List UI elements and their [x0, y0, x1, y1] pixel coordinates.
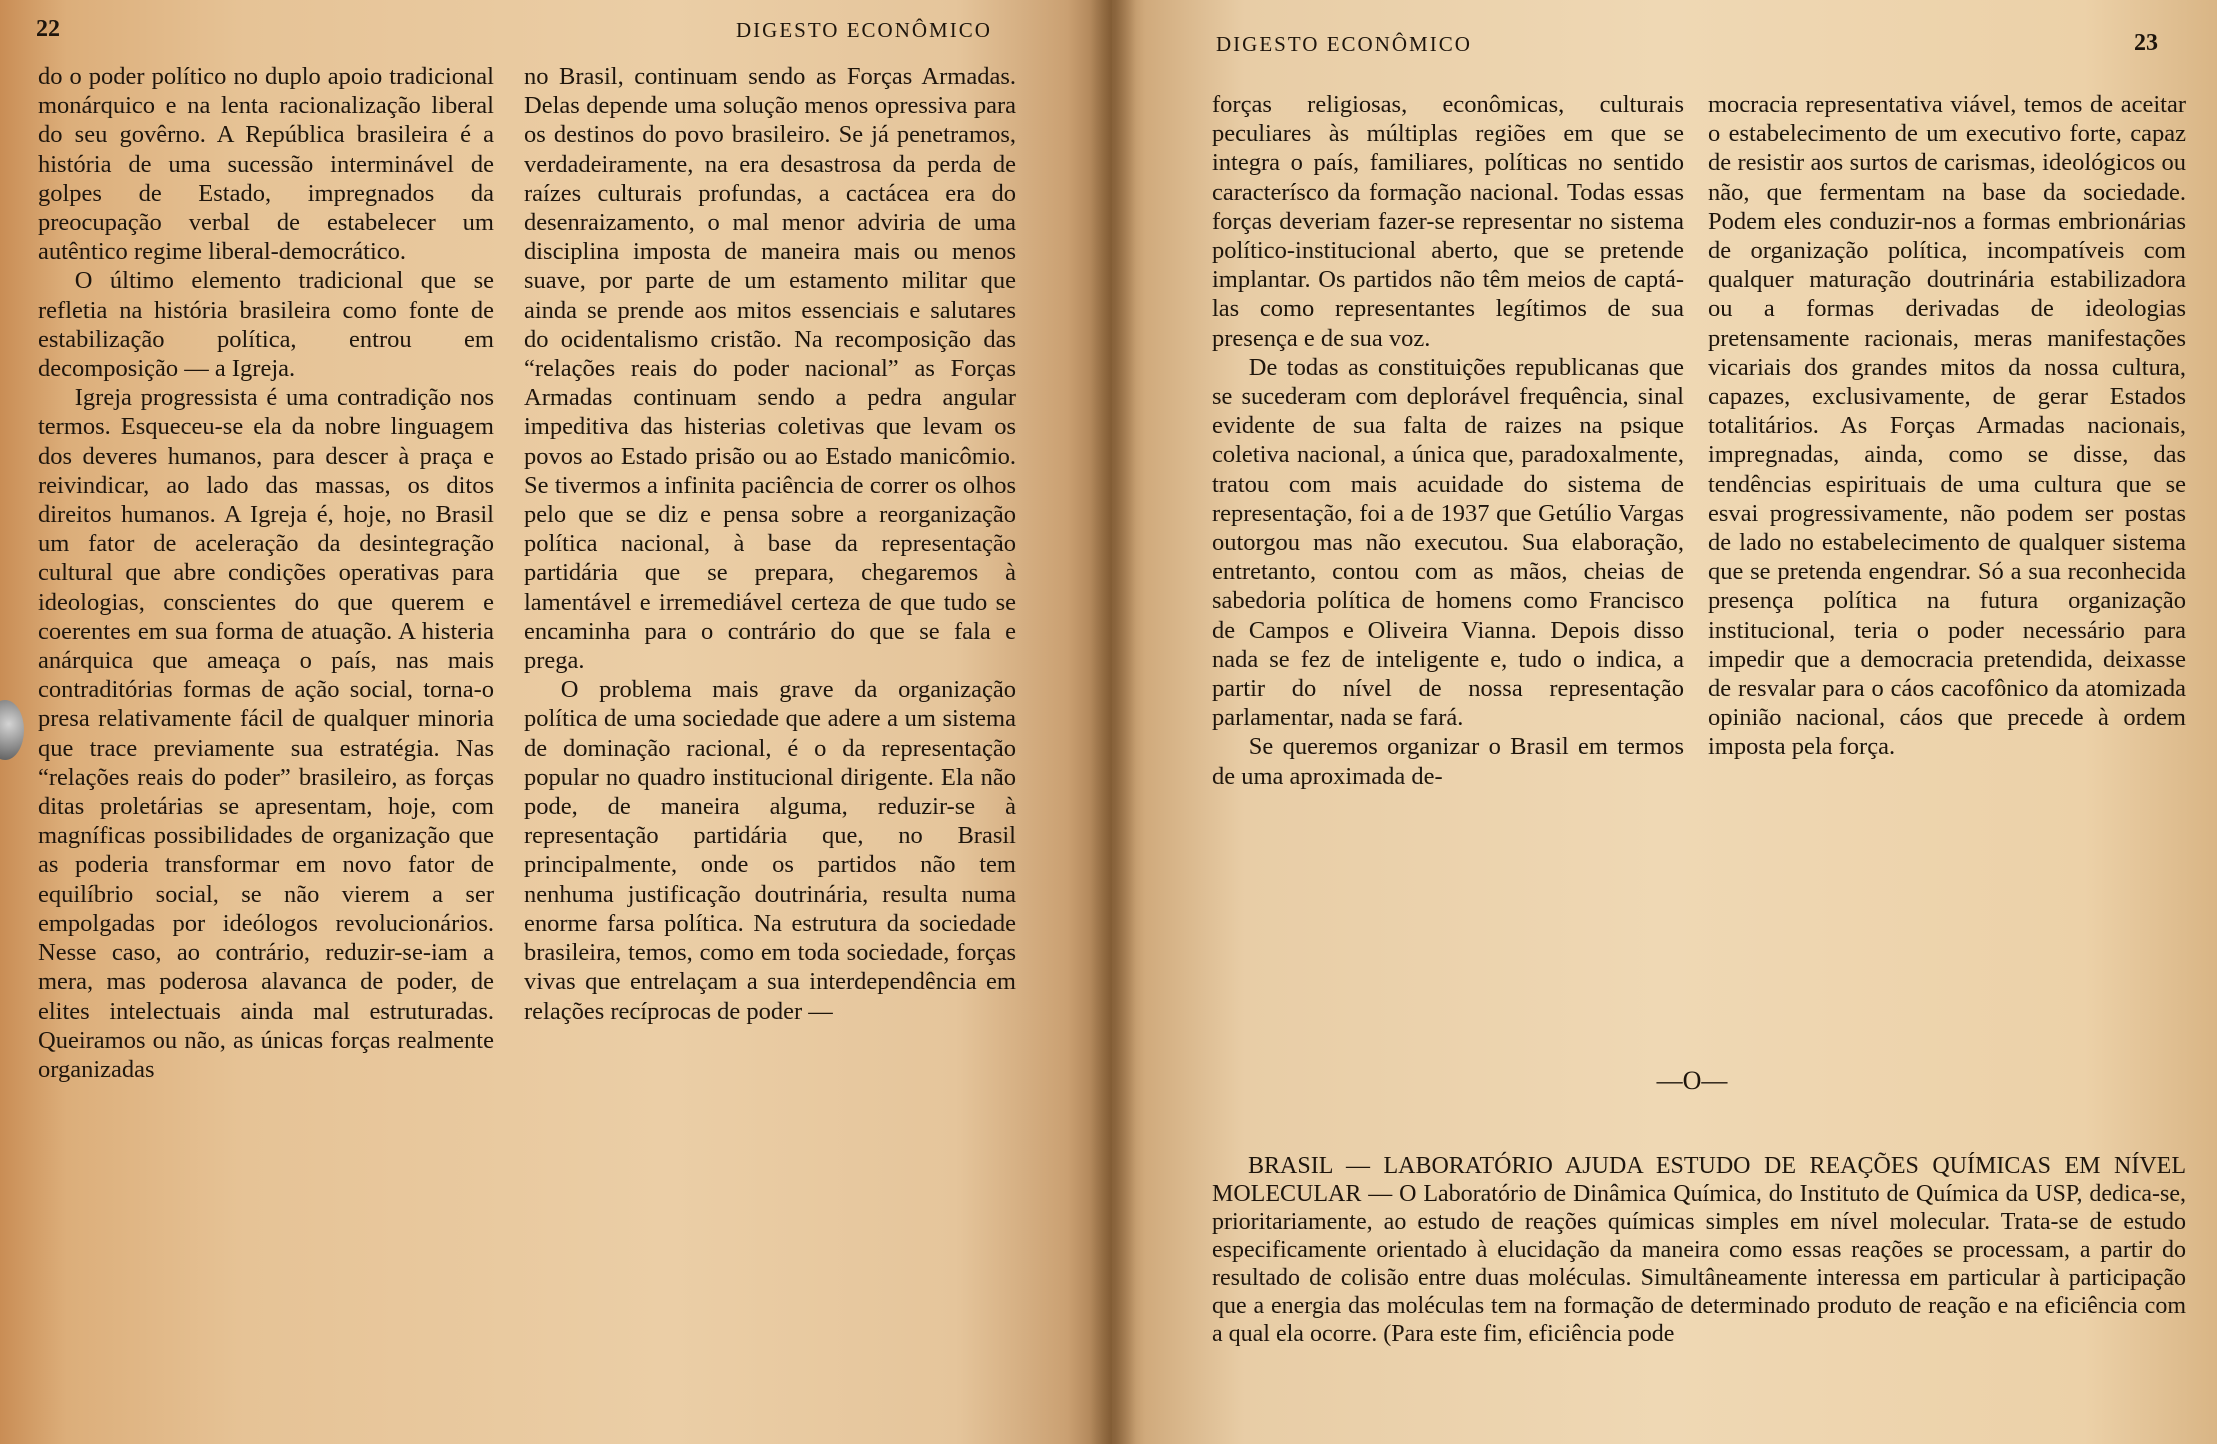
notice-paragraph: BRASIL — LABORATÓRIO AJUDA ESTUDO DE REAÇÕES QUÍMICAS EM NÍVEL MOLECULAR — O Laboratório de Dinâmica Química, do Instituto de Química da USP, dedica-se, prioritariamente, ao estudo de reações químicas simples em nível molecular. Trata-se de estudo especificamente orientado à elucidação da maneira como essas reações se processam, a partir do resultado de colisão entre duas moléculas. Simultâneamente interessa em particular à participação que a energia das moléculas tem na formação de determinado produto de reação e na eficiência com a qual ela ocorre. (Para este fim, eficiência pode: [1212, 1153, 2186, 1347]
news-notice: [1212, 1152, 2186, 1348]
paragraph: Igreja progressista é uma contradição nos termos. Esqueceu-se ela da nobre linguagem dos deveres humanos, para descer à praça e reivindicar, ao lado das massas, os ditos direitos humanos. A Igreja é, hoje, no Brasil um fator de aceleração da desintegração cultural que abre condições operativas para ideologias, conscientes do que querem e coerentes em sua forma de atuação. A histeria anárquica que ameaça o país, nas mais contraditórias formas de ação social, torna-o presa relativamente fácil de qualquer minoria que trace previamente sua estratégia. Nas “relações reais do poder” brasileiro, as forças ditas proletárias se apresentam, hoje, com magníficas possibilidades de organização que as poderia transformar em novo fator de equilíbrio social, se não vierem a ser empolgadas por ideólogos revolucionários. Nesse caso, ao contrário, reduzir-se-iam a mera, mas poderosa alavanca de poder, de elites intelectuais ainda mal estruturadas. Queiramos ou não, as únicas forças realmente organizadas: [38, 384, 494, 1083]
paragraph: De todas as constituições republicanas que se sucederam com deplorável frequência, sinal evidente de sua falta de raizes na psique coletiva nacional, a única que, paradoxalmente, tratou com mais acuidade do sistema de representação, foi a de 1937 que Getúlio Vargas outorgou mas não executou. Sua elaboração, entretanto, contou com as mãos, cheias de sabedoria política de homens como Francisco de Campos e Oliveira Vianna. Depois disso nada se fez de inteligente e, tudo o indica, a partir do nível de nossa representação parlamentar, nada se fará.: [1212, 353, 1684, 732]
right-page: [1112, 0, 2217, 1444]
right-column-2: [1708, 90, 2186, 762]
paragraph: do o poder político no duplo apoio tradicional monárquico e na lenta racionalização liberal do seu govêrno. A República brasileira é a história de uma sucessão interminável de golpes de Estado, impregnados da preocupação verbal de estabelecer um autêntico regime liberal-democrático.: [38, 63, 494, 266]
paragraph: no Brasil, continuam sendo as Forças Armadas. Delas depende uma solução menos opressiva para os destinos do povo brasileiro. Se já penetramos, verdadeiramente, na era desastrosa da perda de raízes culturais profundas, a cactácea era do desenraizamento, o mal menor adviria de uma disciplina imposta de maneira mais ou menos suave, por parte de um estamento militar que ainda se prende aos mitos essenciais e salutares do ocidentalismo cristão. Na recomposição das “relações reais do poder nacional” as Forças Armadas continuam sendo a pedra angular impeditiva das histerias coletivas que levam os povos ao Estado prisão ou ao Estado manicômio. Se tivermos a infinita paciência de correr os olhos pelo que se diz e pensa sobre a reorganização política nacional, à base da representação partidária que se prepara, chegaremos à lamentável e irremediável certeza de que tudo se encaminha para o contrário do que se fala e prega.: [524, 63, 1016, 675]
running-header-left: DIGESTO ECONÔMICO: [736, 18, 992, 42]
left-column-2: [524, 62, 1016, 1026]
paragraph: mocracia representativa viável, temos de aceitar o estabelecimento de um executivo forte, capaz de resistir aos surtos de carismas, ideológicos ou não, que fermentam na base da sociedade. Podem eles conduzir-nos a formas embrionárias de organização política, incompatíveis com qualquer maturação doutrinária estabilizadora ou a formas derivadas de ideologias pretensamente racionais, meras manifestações vicariais dos grandes mitos da nossa cultura, capazes, exclusivamente, de gerar Estados totalitários. As Forças Armadas nacionais, impregnadas, ainda, como se disse, das tendências espirituais de uma cultura que se esvai progressivamente, não podem ser postas de lado no estabelecimento de qualquer sistema que se pretenda engendrar. Só a sua reconhecida presença política na futura organização institucional, teria o poder necessário para impedir que a democracia pretendida, deixasse de resvalar para o cáos cacofônico da atomizada opinião nacional, cáos que precede à ordem imposta pela força.: [1708, 91, 2186, 761]
paragraph: O problema mais grave da organização política de uma sociedade que adere a um sistema de dominação racional, é o da representação popular no quadro institucional dirigente. Ela não pode, de maneira alguma, reduzir-se à representação partidária que, no Brasil principalmente, onde os partidos não tem nenhuma justificação doutrinária, resulta numa enorme farsa política. Na estrutura da sociedade brasileira, temos, como em toda sociedade, forças vivas que entrelaçam a sua interdependência em relações recíprocas de poder —: [524, 676, 1016, 1025]
right-column-1: [1212, 90, 1684, 791]
paragraph: O último elemento tradicional que se refletia na história brasileira como fonte de estabilização política, entrou em decomposição — a Igreja.: [38, 267, 494, 383]
running-header-right: DIGESTO ECONÔMICO: [1216, 32, 1472, 56]
left-column-1: [38, 62, 494, 1084]
section-separator: —O—: [1656, 1066, 1728, 1095]
page-number-right: 23: [2134, 30, 2158, 56]
paragraph: Se queremos organizar o Brasil em termos de uma aproximada de-: [1212, 733, 1684, 790]
binder-clip: [0, 700, 24, 760]
page-number-left: 22: [36, 16, 60, 42]
paragraph: forças religiosas, econômicas, culturais peculiares às múltiplas regiões em que se integra o país, familiares, políticas no sentido caracterísco da formação nacional. Todas essas forças deveriam fazer-se representar no sistema político-institucional aberto, que se pretende implantar. Os partidos não têm meios de captá-las como representantes legítimos de sua presença e de sua voz.: [1212, 91, 1684, 352]
